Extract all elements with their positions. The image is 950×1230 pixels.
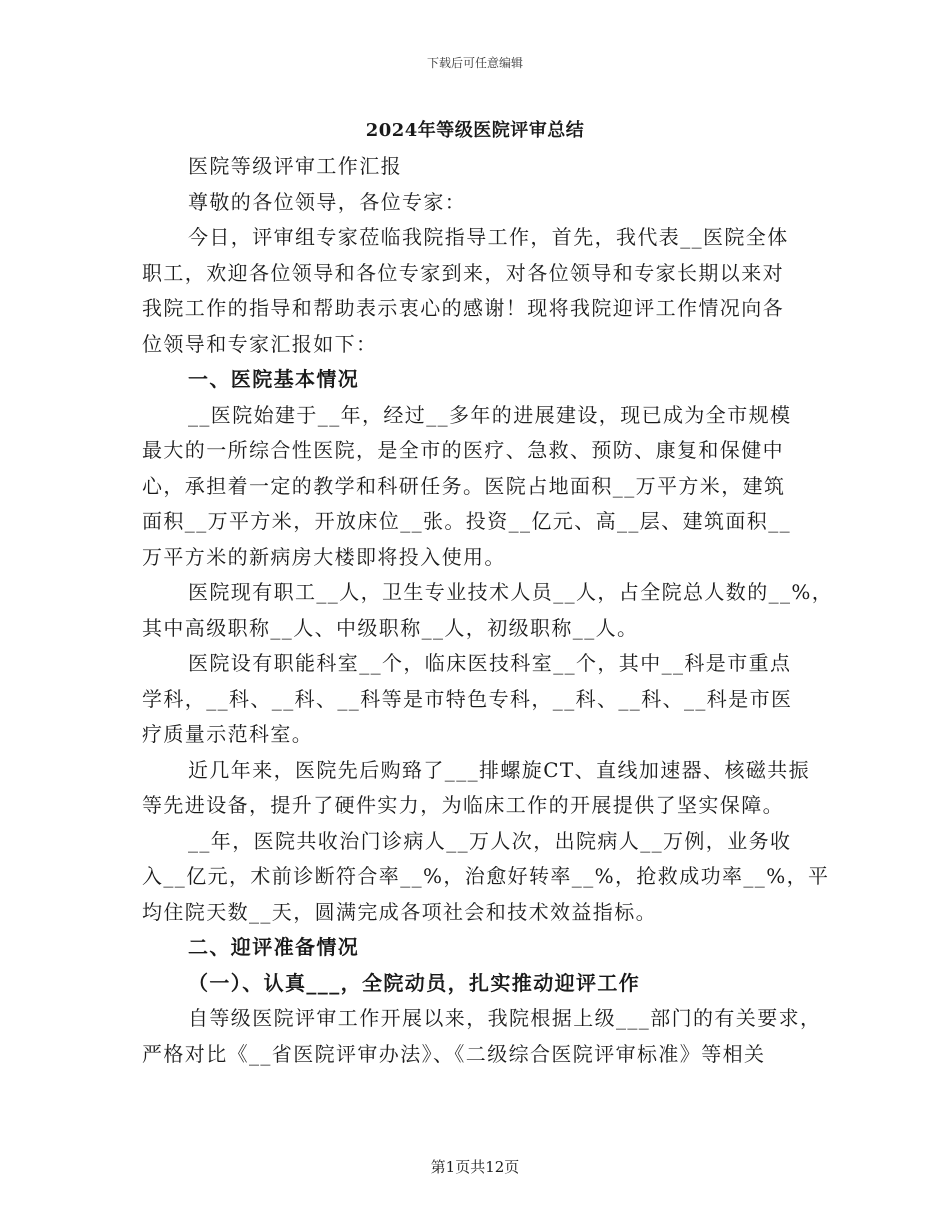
body-line: 自等级医院评审工作开展以来，我院根据上级___部门的有关要求， [188, 1006, 822, 1030]
body-line: __年，医院共收治门诊病人__万人次，出院病人__万例，业务收 [188, 828, 792, 853]
body-line: 医院现有职工__人，卫生专业技术人员__人，占全院总人数的__%， [188, 580, 834, 604]
body-line: 严格对比《__省医院评审办法》、《二级综合医院评审标准》等相关 [142, 1041, 766, 1066]
page-footer: 第1页共12页 [430, 1158, 520, 1176]
document-body [142, 149, 834, 1072]
body-line: 近几年来，医院先后购臵了___排螺旋CT、直线加速器、核磁共振 [188, 757, 811, 782]
body-line: __医院始建于__年，经过__多年的进展建设，现已成为全市规模 [188, 402, 792, 427]
body-line: 今日，评审组专家莅临我院指导工作，首先，我代表__医院全体 [188, 225, 789, 249]
page-header: 下载后可任意编辑 [426, 56, 523, 70]
section-heading: （一）、认真___，全院动员，扎实推动迎评工作 [188, 970, 641, 995]
section-heading: 二、迎评准备情况 [188, 935, 360, 959]
body-line: 位领导和专家汇报如下： [142, 331, 378, 356]
section-heading: 一、医院基本情况 [188, 367, 360, 391]
document-title: 2024年等级医院评审总结 [365, 120, 585, 141]
body-line: 医院等级评审工作汇报 [188, 154, 402, 178]
body-line: 面积__万平方米，开放床位__张。投资__亿元、高__层、建筑面积__ [142, 509, 791, 533]
body-line: 最大的一所综合性医院，是全市的医疗、急救、预防、康复和保健中 [142, 438, 784, 462]
body-line: 学科，__科、__科、__科等是市特色专科，__科、__科、__科是市医 [142, 686, 793, 711]
body-line: 等先进设备，提升了硬件实力，为临床工作的开展提供了坚实保障。 [142, 793, 784, 817]
body-line: 尊敬的各位领导，各位专家： [188, 189, 467, 214]
body-line: 其中高级职称__人、中级职称__人，初级职称__人。 [142, 615, 639, 640]
body-line: 医院设有职能科室__个，临床医技科室__个，其中__科是市重点 [188, 651, 792, 675]
body-line: 职工，欢迎各位领导和各位专家到来，对各位领导和专家长期以来对 [142, 260, 784, 285]
body-line: 疗质量示范科室。 [142, 722, 314, 746]
body-line: 均住院天数__天，圆满完成各项社会和技术效益指标。 [142, 899, 657, 924]
body-line: 心，承担着一定的教学和科研任务。医院占地面积__万平方米，建筑 [142, 473, 786, 498]
body-line: 万平方米的新病房大楼即将投入使用。 [142, 544, 506, 569]
body-line: 入__亿元，术前诊断符合率__%，治愈好转率__%，抢救成功率__%，平 [142, 864, 830, 888]
body-line: 我院工作的指导和帮助表示衷心的感谢！现将我院迎评工作情况向各 [142, 296, 784, 320]
